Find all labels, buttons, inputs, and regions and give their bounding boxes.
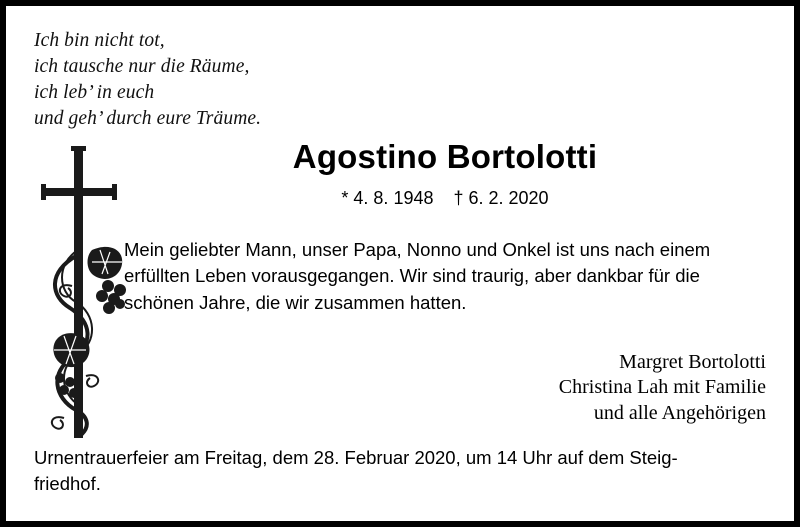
message-line-3: schönen Jahre, die wir zusammen hatten.: [124, 291, 467, 313]
funeral-details: [34, 445, 766, 497]
poem-line-4: und geh’ durch eure Träume.: [34, 107, 262, 129]
message-line-1: Mein geliebter Mann, unser Papa, Nonno und Onkel ist uns nach einem: [124, 239, 711, 260]
poem-block: [34, 28, 766, 132]
signer-line-2: Christina Lah mit Familie: [558, 376, 766, 399]
deceased-dates: * 4. 8. 1948 † 6. 2. 2020: [341, 188, 549, 208]
message-line-2: erfüllten Leben vorausgegangen. Wir sind traurig, aber dankbar für die: [124, 265, 700, 287]
poem-line-2: ich tausche nur die Räume,: [34, 55, 250, 77]
funeral-details-line-2: friedhof.: [34, 473, 101, 495]
signer-line-3: und alle Angehörigen: [593, 401, 766, 424]
poem-line-1: Ich bin nicht tot,: [34, 30, 165, 51]
deceased-name: Agostino Bortolotti: [292, 138, 598, 175]
obituary-inner: [6, 6, 794, 521]
signers-block: [124, 350, 766, 427]
main-column: [124, 138, 766, 427]
poem-line-3: ich leb’ in euch: [34, 81, 155, 103]
funeral-details-line-1: Urnentrauerfeier am Freitag, dem 28. Februar 2020, um 14 Uhr auf dem Steig-: [34, 447, 678, 469]
message-block: [124, 237, 766, 316]
signer-line-1: Margret Bortolotti: [619, 350, 766, 373]
